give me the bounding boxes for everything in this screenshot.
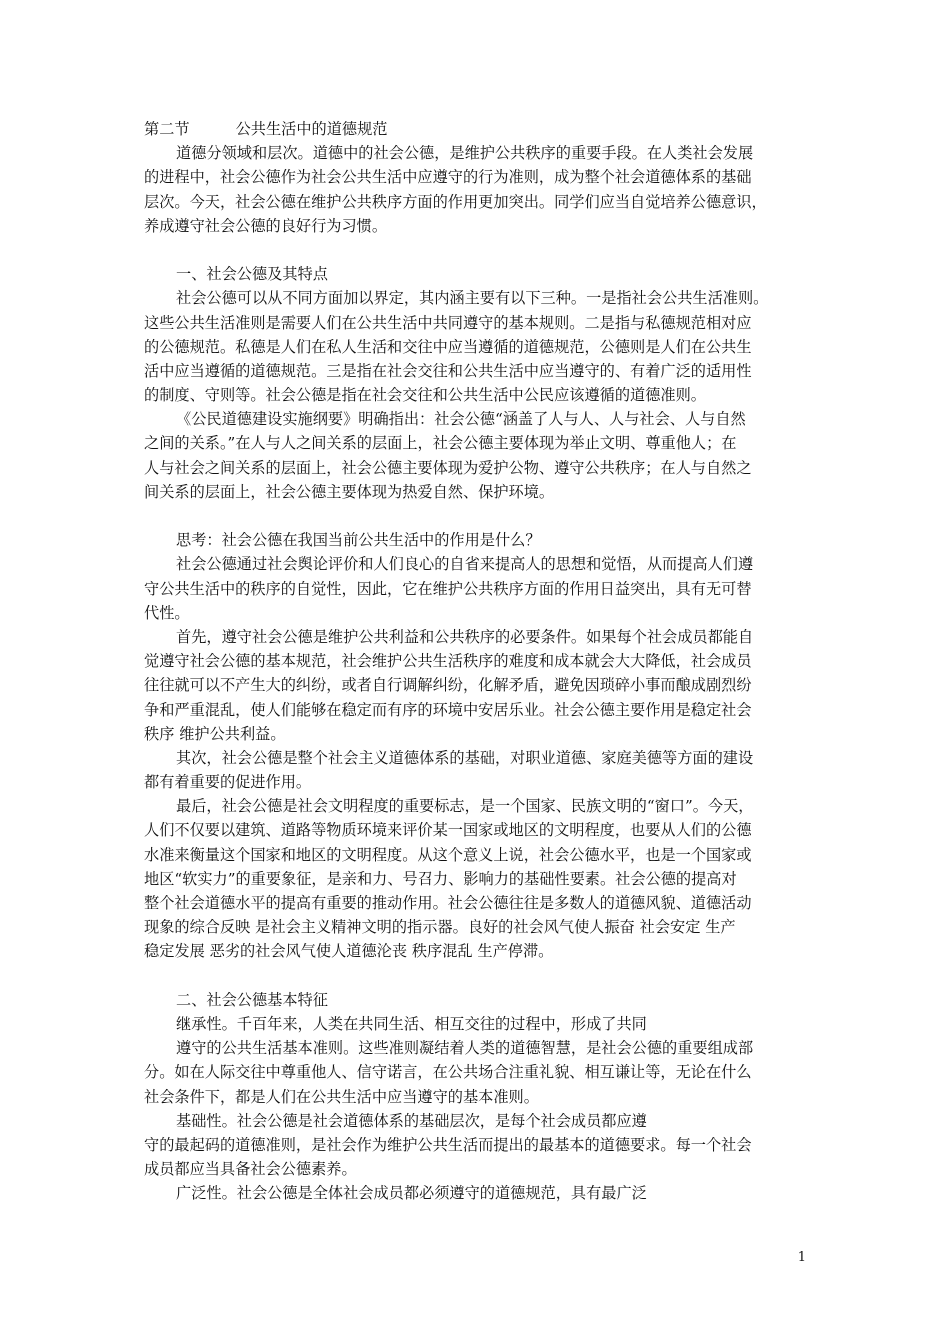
paragraph-line: 的公德规范。私德是人们在私人生活和交往中应当遵循的道德规范，公德则是人们在公共生 xyxy=(144,337,752,356)
paragraph-line: 分。如在人际交往中尊重他人、信守诺言，在公共场合注重礼貌、相互谦让等，无论在什么 xyxy=(144,1063,752,1082)
quote-paragraph xyxy=(144,407,810,504)
paragraph-line: 首先，遵守社会公德是维护公共利益和公共秩序的必要条件。如果每个社会成员都能自 xyxy=(176,627,754,646)
paragraph-line: 最后，社会公德是社会文明程度的重要标志，是一个国家、民族文明的“窗口”。今天， xyxy=(176,797,754,816)
paragraph-line: 争和严重混乱，使人们能够在稳定而有序的环境中安居乐业。社会公德主要作用是稳定社会 xyxy=(144,700,752,719)
paragraph-line: 往往就可以不产生大的纠纷，或者自行调解纠纷，化解矛盾，避免因琐碎小事而酿成剧烈纷 xyxy=(144,676,752,695)
first-paragraph xyxy=(144,625,810,746)
broad-paragraph xyxy=(144,1181,810,1205)
paragraph-line: 现象的综合反映 是社会主义精神文明的指示器。良好的社会风气使人振奋 社会安定 生产 xyxy=(144,918,736,937)
paragraph-line: 地区“软实力”的重要象征，是亲和力、号召力、影响力的基础性要素。社会公德的提高对 xyxy=(144,869,737,888)
paragraph-line: 人与社会之间关系的层面上，社会公德主要体现为爱护公物、遵守公共秩序；在人与自然之 xyxy=(144,458,752,477)
paragraph-line: 守的最起码的道德准则，是社会作为维护公共生活而提出的最基本的道德要求。每一个社会 xyxy=(144,1135,752,1154)
intro-paragraph xyxy=(144,141,810,238)
blank-line xyxy=(144,964,810,988)
paragraph-line: 活中应当遵循的道德规范。三是指在社会交往和公共生活中应当遵守的、有着广泛的适用性 xyxy=(144,361,752,380)
paragraph-line: 基础性。社会公德是社会道德体系的基础层次，是每个社会成员都应遵 xyxy=(176,1111,647,1130)
paragraph-line: 社会条件下，都是人们在公共生活中应当遵守的基本准则。 xyxy=(144,1087,539,1106)
document-body xyxy=(144,117,810,1205)
last-paragraph xyxy=(144,794,810,963)
paragraph-line: 觉遵守社会公德的基本规范，社会维护公共生活秩序的难度和成本就会大大降低，社会成员 xyxy=(144,652,752,671)
paragraph-line: 稳定发展 恶劣的社会风气使人道德沦丧 秩序混乱 生产停滞。 xyxy=(144,942,554,961)
paragraph-line: 守公共生活中的秩序的自觉性，因此，它在维护公共秩序方面的作用日益突出，具有无可替 xyxy=(144,579,752,598)
answer-paragraph xyxy=(144,552,810,625)
paragraph-line: 社会公德通过社会舆论评价和人们良心的自省来提高人的思想和觉悟，从而提高人们遵 xyxy=(176,555,754,574)
paragraph-line: 间关系的层面上，社会公德主要体现为热爱自然、保护环境。 xyxy=(144,482,555,501)
section-title: 公共生活中的道德规范 xyxy=(235,120,388,138)
paragraph-line: 成员都应当具备社会公德素养。 xyxy=(144,1160,357,1179)
paragraph-line: 广泛性。社会公德是全体社会成员都必须遵守的道德规范，具有最广泛 xyxy=(176,1184,647,1203)
inheritance-paragraph xyxy=(144,1012,810,1109)
paragraph-line: 社会公德可以从不同方面加以界定，其内涵主要有以下三种。一是指社会公共生活准则。 xyxy=(176,289,769,308)
paragraph-line: 其次，社会公德是整个社会主义道德体系的基础，对职业道德、家庭美德等方面的建设 xyxy=(176,748,754,767)
paragraph-line: 秩序 维护公共利益。 xyxy=(144,724,286,743)
paragraph-line: 这些公共生活准则是需要人们在公共生活中共同遵守的基本规则。二是指与私德规范相对应 xyxy=(144,313,752,332)
paragraph-line: 《公民道德建设实施纲要》明确指出：社会公德“涵盖了人与人、人与社会、人与自然 xyxy=(176,410,746,429)
blank-line xyxy=(144,504,810,528)
paragraph-line: 代性。 xyxy=(144,603,190,622)
paragraph-line: 人们不仅要以建筑、道路等物质环境来评价某一国家或地区的文明程度，也要从人们的公德 xyxy=(144,821,752,840)
section-heading xyxy=(144,117,810,141)
blank-line xyxy=(144,238,810,262)
page-number: 1 xyxy=(797,1250,806,1265)
section-number: 第二节 xyxy=(144,120,190,138)
basic-paragraph xyxy=(144,1109,810,1182)
paragraph-line: 都有着重要的促进作用。 xyxy=(144,773,312,792)
subheading-2: 二、社会公德基本特征 xyxy=(176,990,328,1009)
paragraph-line: 的制度、守则等。社会公德是指在社会交往和公共生活中公民应该遵循的道德准则。 xyxy=(144,386,706,405)
paragraph-line: 的进程中，社会公德作为社会公共生活中应遵守的行为准则，成为整个社会道德体系的基础 xyxy=(144,168,752,187)
paragraph-line: 道德分领域和层次。道德中的社会公德，是维护公共秩序的重要手段。在人类社会发展 xyxy=(176,144,754,163)
paragraph-line: 水准来衡量这个国家和地区的文明程度。从这个意义上说，社会公德水平，也是一个国家或 xyxy=(144,845,752,864)
subheading-1: 一、社会公德及其特点 xyxy=(176,265,328,284)
definition-paragraph xyxy=(144,286,810,407)
paragraph-line: 养成遵守社会公德的良好行为习惯。 xyxy=(144,216,387,235)
second-paragraph xyxy=(144,746,810,794)
paragraph-line: 继承性。千百年来，人类在共同生活、相互交往的过程中，形成了共同 xyxy=(176,1014,647,1033)
paragraph-line: 整个社会道德水平的提高有重要的推动作用。社会公德往往是多数人的道德风貌、道德活动 xyxy=(144,894,752,912)
paragraph-line: 之间的关系。”在人与人之间关系的层面上，社会公德主要体现为举止文明、尊重他人；在 xyxy=(144,434,737,453)
paragraph-line: 遵守的公共生活基本准则。这些准则凝结着人类的道德智慧，是社会公德的重要组成部 xyxy=(176,1039,754,1058)
paragraph-line: 层次。今天，社会公德在维护公共秩序方面的作用更加突出。同学们应当自觉培养公德意识， xyxy=(144,192,767,211)
question-line: 思考：社会公德在我国当前公共生活中的作用是什么？ xyxy=(176,531,541,550)
